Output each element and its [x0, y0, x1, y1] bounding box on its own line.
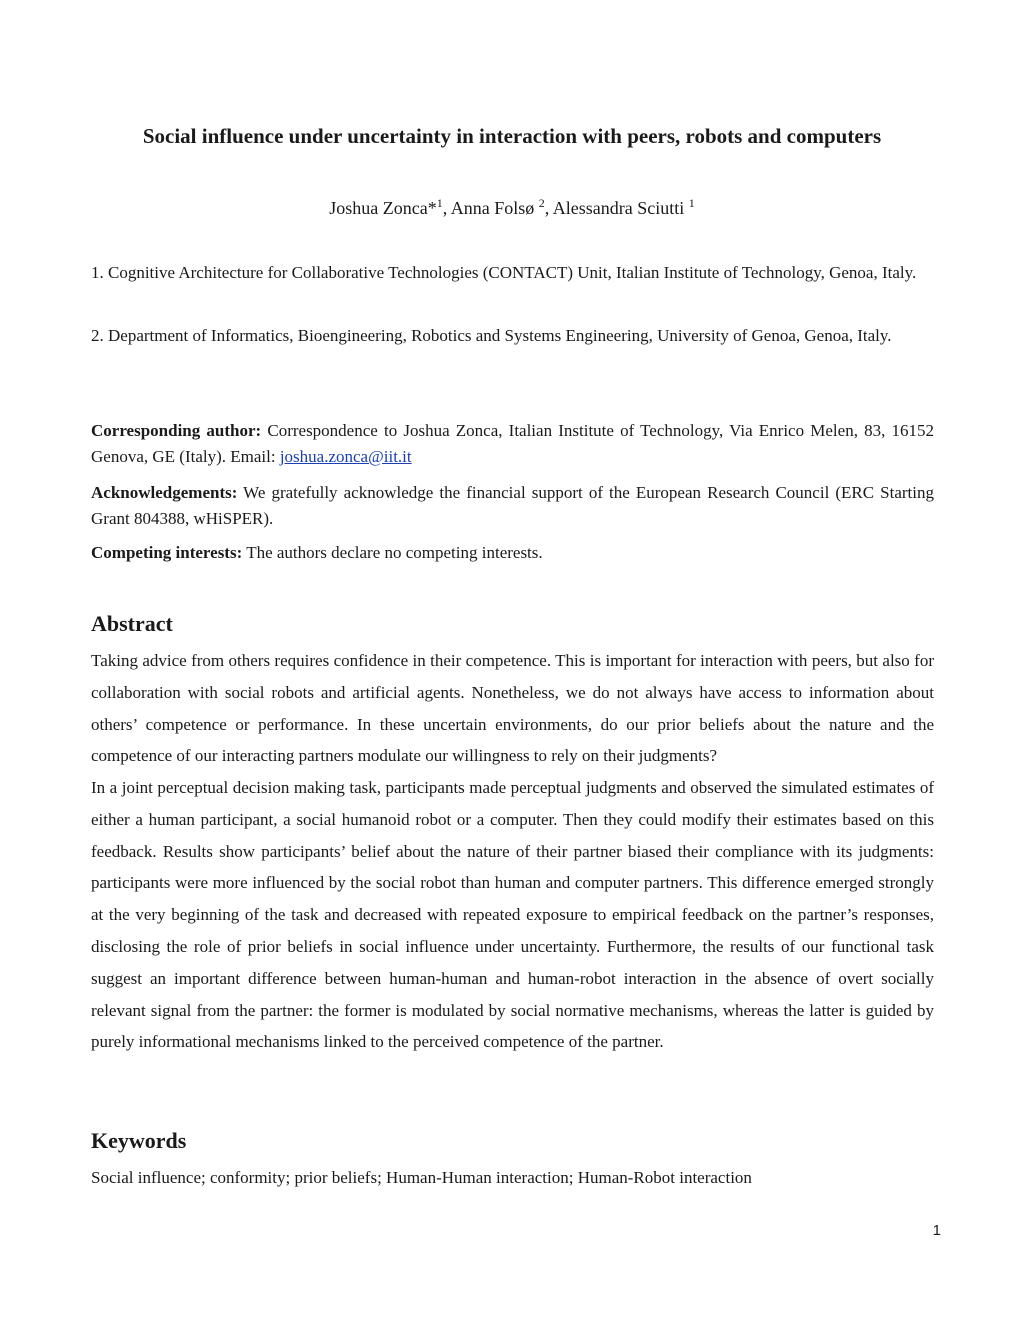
- keywords-heading: Keywords: [91, 1128, 187, 1153]
- abstract-paragraph-1: Taking advice from others requires confidence in their competence. This is important for interaction with peers, but also for collaboration with social robots and artificial agents. Nonetheless, we do not always have access to information about others’ competence or performance. In these uncertain environments, do our prior beliefs about the nature and the competence of our interacting partners modulate our willingness to rely on their judgments?: [91, 651, 934, 766]
- corresponding-author: [91, 418, 934, 470]
- author-name: Alessandra Sciutti: [552, 198, 689, 218]
- author-affiliation-mark: 2: [538, 196, 545, 210]
- competing-label: Competing interests:: [91, 543, 243, 562]
- keywords-text: Social influence; conformity; prior beliefs; Human-Human interaction; Human-Robot interaction: [91, 1168, 752, 1187]
- competing-interests: [91, 540, 934, 566]
- author-list: Joshua Zonca*$^1$, Anna Folsø $^2$, Alessandra Sciutti $^1$: [329, 196, 695, 218]
- corresponding-text: Correspondence to Joshua Zonca, Italian Institute of Technology, Via Enrico Melen, 83, 16152 Genova, GE (Italy). Email:: [91, 421, 934, 466]
- author-name: Anna Folsø: [450, 198, 539, 218]
- acknowledgements-label: Acknowledgements:: [91, 483, 238, 502]
- acknowledgements-text: We gratefully acknowledge the financial support of the European Research Council (ERC Starting Grant 804388, wHiSPER).: [91, 483, 934, 528]
- competing-text: The authors declare no competing interests.: [242, 543, 543, 562]
- author-name: Joshua Zonca*: [329, 198, 437, 218]
- paper-title: Social influence under uncertainty in interaction with peers, robots and computers: [142, 124, 882, 148]
- affiliation-2: 2. Department of Informatics, Bioengineering, Robotics and Systems Engineering, University of Genoa, Genoa, Italy.: [91, 326, 892, 345]
- page-number: 1: [932, 1222, 941, 1239]
- abstract-paragraph-2: In a joint perceptual decision making task, participants made perceptual judgments and observed the simulated estimates of either a human participant, a social humanoid robot or a computer. Then they could modify their estimates based on this feedback. Results show participants’ belief about the nature of their partner biased their compliance with its judgments: participants were more influenced by the social robot than human and computer partners. This difference emerged strongly at the very beginning of the task and decreased with repeated exposure to empirical feedback on the partner’s responses, disclosing the role of prior beliefs in social influence under uncertainty. Furthermore, the results of our functional task suggest an important difference between human-human and human-robot interaction in the absence of overt socially relevant signal from the partner: the former is modulated by social normative mechanisms, whereas the latter is guided by purely informational mechanisms linked to the perceived competence of the partner.: [91, 778, 934, 1052]
- corresponding-label: Corresponding author:: [91, 421, 262, 440]
- abstract-heading: Abstract: [91, 611, 173, 636]
- author-affiliation-mark: 1: [688, 196, 695, 210]
- affiliation-1: 1. Cognitive Architecture for Collaborative Technologies (CONTACT) Unit, Italian Institute of Technology, Genoa, Italy.: [91, 263, 917, 282]
- email-link[interactable]: joshua.zonca@iit.it: [279, 447, 412, 466]
- acknowledgements: [91, 480, 934, 532]
- author-affiliation-mark: 1: [436, 196, 443, 210]
